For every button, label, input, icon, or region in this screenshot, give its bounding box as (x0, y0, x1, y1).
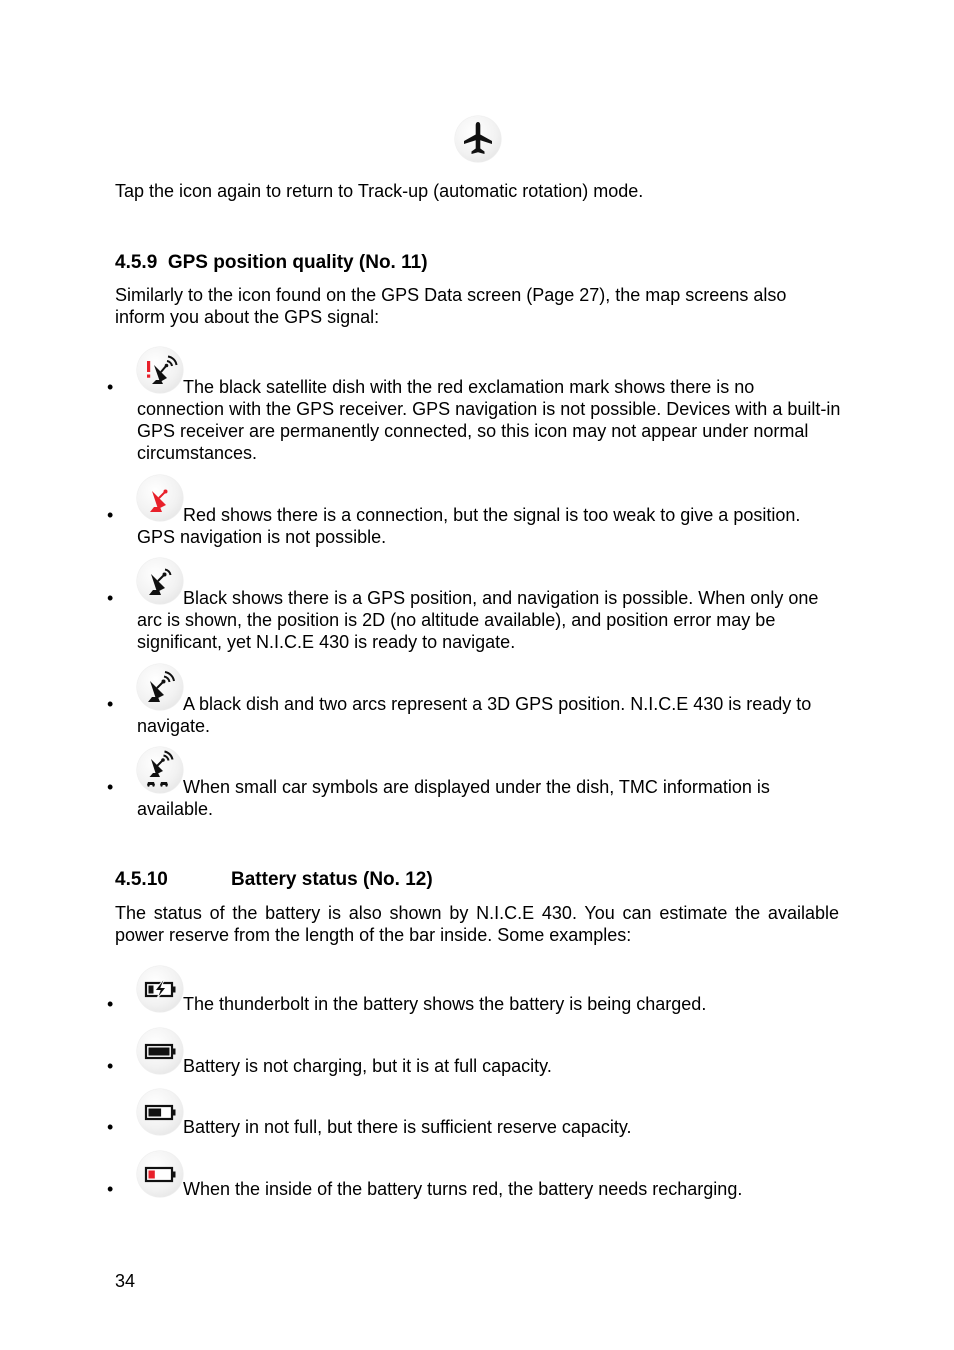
battery-section-title: Battery status (No. 12) (231, 869, 433, 890)
battery-section-number: 4.5.10 (115, 869, 168, 890)
list-item-text: A black dish and two arcs represent a 3D GPS position. N.I.C.E 430 is ready to navigate. (137, 694, 812, 736)
bullet: • (107, 1056, 114, 1076)
list-item-text: Black shows there is a GPS position, and navigation is possible. When only one arc is shown, the position is 2D (no altitude available), and position error may be significant, yet N.I.C.E 430 is ready to navigate. (137, 588, 819, 652)
bullet: • (107, 588, 114, 608)
list-item-text: The thunderbolt in the battery shows the battery is being charged. (183, 994, 707, 1014)
gps-section-title: GPS position quality (No. 11) (167, 252, 428, 273)
list-item-text: When small car symbols are displayed under the dish, TMC information is available. (137, 777, 770, 819)
list-item-text: Battery is not charging, but it is at full capacity. (183, 1056, 552, 1076)
gps-section-description: Similarly to the icon found on the GPS Data screen (Page 27), the map screens also inform you about the GPS signal: (115, 285, 787, 327)
bullet: • (107, 994, 114, 1014)
bullet: • (107, 777, 114, 797)
list-item-text: Battery in not full, but there is sufficient reserve capacity. (183, 1117, 632, 1137)
bullet: • (107, 377, 114, 397)
gps-section-heading (115, 251, 839, 275)
gps-section-number: 4.5.9 (115, 252, 158, 273)
bullet: • (107, 694, 114, 714)
page-number: 34 (115, 1271, 136, 1291)
bullet: • (107, 1179, 114, 1199)
battery-section-heading (115, 868, 839, 892)
list-item-text: The black satellite dish with the red exclamation mark shows there is no connection with the GPS receiver. GPS navigation is not possible. Devices with a built-in GPS receiver are permanently connected, so this icon may not appear under normal circumstances. (137, 377, 841, 463)
airplane-north-up-icon (455, 116, 501, 162)
list-item-text: When the inside of the battery turns red, the battery needs recharging. (183, 1179, 743, 1199)
intro-paragraph: Tap the icon again to return to Track-up (automatic rotation) mode. (115, 181, 644, 201)
list-item-text: Red shows there is a connection, but the signal is too weak to give a position. GPS navigation is not possible. (137, 505, 801, 547)
battery-section-description: The status of the battery is also shown by N.I.C.E 430. You can estimate the available power reserve from the length of the bar inside. Some examples: (115, 903, 839, 945)
bullet: • (107, 1117, 114, 1137)
bullet: • (107, 505, 114, 525)
